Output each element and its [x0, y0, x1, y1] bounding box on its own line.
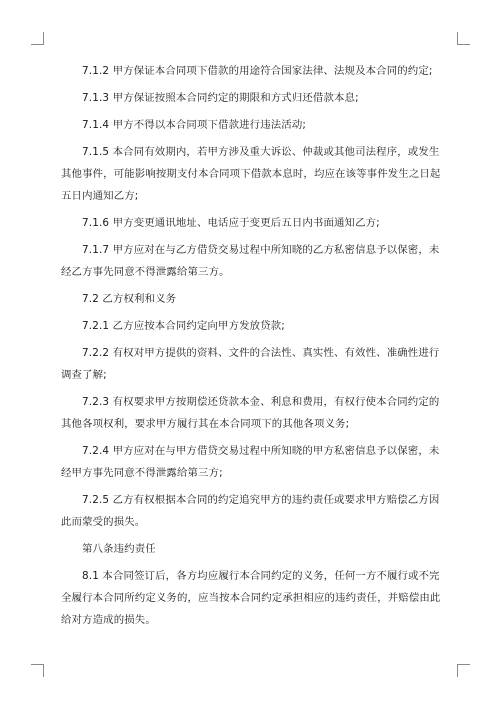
document-body — [61, 60, 441, 636]
crop-mark-top-right — [457, 32, 470, 45]
clause-8-1: 8.1 本合同签订后，各方均应履行本合同约定的义务，任何一方不履行或不完全履行本合同所约定义务的，应当按本合同约定承担相应的违约责任，并赔偿由此给对方造成的损失。 — [61, 570, 441, 626]
clause-7-1-2: 7.1.2 甲方保证本合同项下借款的用途符合国家法律、法规及本合同的约定; — [82, 65, 433, 77]
clause-7-1-7: 7.1.7 甲方应对在与乙方借贷交易过程中所知晓的乙方私密信息予以保密，未经乙方事先同意不得泄露给第三方。 — [61, 244, 440, 278]
clause-7-2-5: 7.2.5 乙方有权根据本合同的约定追究甲方的违约责任或要求甲方赔偿乙方因此而蒙受的损失。 — [61, 494, 440, 528]
clause-7-2-1: 7.2.1 乙方应按本合同约定向甲方发放贷款; — [82, 320, 285, 332]
crop-mark-bottom-left — [31, 664, 44, 677]
crop-mark-bottom-right — [457, 664, 470, 677]
clause-7-2-2: 7.2.2 有权对甲方提供的资料、文件的合法性、真实性、有效性、准确性进行调查了解; — [61, 347, 440, 381]
clause-7-1-4: 7.1.4 甲方不得以本合同项下借款进行违法活动; — [82, 119, 307, 131]
clause-7-2-4: 7.2.4 甲方应对在与甲方借贷交易过程中所知晓的甲方私密信息予以保密，未经甲方事先同意不得泄露给第三方; — [61, 445, 440, 479]
clause-7-1-6: 7.1.6 甲方变更通讯地址、电话应于变更后五日内书面通知乙方; — [82, 217, 380, 229]
article-heading-8: 第八条违约责任 — [82, 543, 156, 555]
clause-7-2-3: 7.2.3 有权要求甲方按期偿还贷款本金、利息和费用，有权行使本合同约定的其他各项权利，要求甲方履行其在本合同项下的其他各项义务; — [61, 396, 440, 430]
clause-7-1-3: 7.1.3 甲方保证按照本合同约定的期限和方式归还借款本息; — [82, 92, 359, 104]
crop-mark-top-left — [31, 32, 44, 45]
clause-7-1-5: 7.1.5 本合同有效期内，若甲方涉及重大诉讼、仲裁或其他司法程序，或发生其他事件，可能影响按期支付本合同项下借款本息时，均应在该等事件发生之日起五日内通知乙方; — [61, 146, 441, 202]
section-heading-7-2: 7.2 乙方权利和义务 — [82, 293, 177, 305]
